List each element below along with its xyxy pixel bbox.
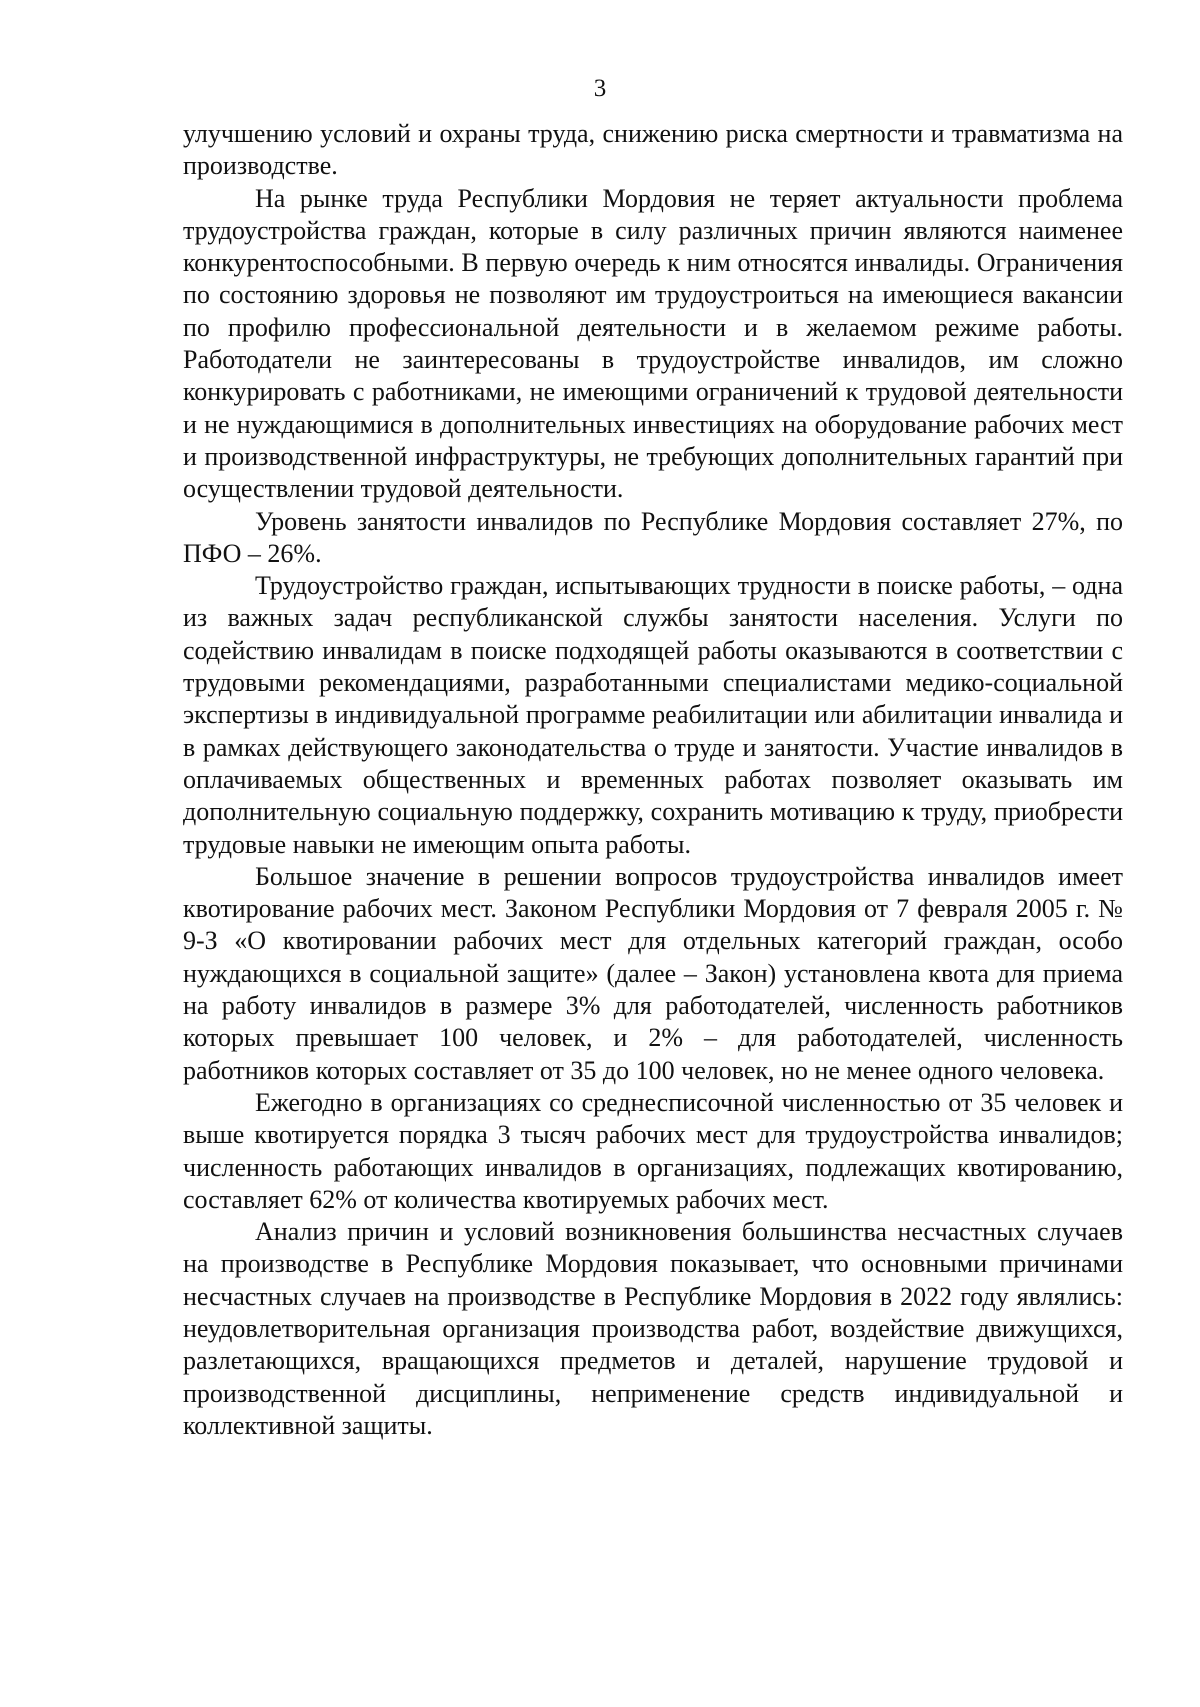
- paragraph-accident-causes: Анализ причин и условий возникновения большинства несчастных случаев на производстве в Республике Мордовия показывает, что основными причинами несчастных случаев на производстве в Республике Мордовия в 2022 году являлись: неудовлетворительная организация производства работ, воздействие движущихся, разлетающихся, вращающихся предметов и деталей, нарушение трудовой и производственной дисциплины, неприменение средств индивидуальной и коллективной защиты.: [183, 1217, 1123, 1440]
- page-number: 3: [593, 75, 607, 102]
- paragraph-labor-market: На рынке труда Республики Мордовия не теряет актуальности проблема трудоустройства граждан, которые в силу различных причин являются наименее конкурентоспособными. В первую очередь к ним относятся инвалиды. Ограничения по состоянию здоровья не позволяют им трудоустроиться на имеющиеся вакансии по профилю профессиональной деятельности и в желаемом режиме работы. Работодатели не заинтересованы в трудоустройстве инвалидов, им сложно конкурировать с работниками, не имеющими ограничений к трудовой деятельности и не нуждающимися в дополнительных инвестициях на оборудование рабочих мест и производственной инфраструктуры, не требующих дополнительных гарантий при осуществлении трудовой деятельности.: [183, 183, 1123, 504]
- paragraph-job-quotas: Большое значение в решении вопросов трудоустройства инвалидов имеет квотирование рабочих мест. Законом Республики Мордовия от 7 февраля 2005 г. № 9-З «О квотировании рабочих мест для отдельных категорий граждан, особо нуждающихся в социальной защите» (далее – Закон) установлена квота для приема на работу инвалидов в размере 3% для работодателей, численность работников которых превышает 100 человек, и 2% – для работодателей, численность работников которых составляет от 35 до 100 человек, но не менее одного человека.: [183, 861, 1123, 1085]
- paragraph-continuation: улучшению условий и охраны труда, снижению риска смертности и травматизма на производстве.: [183, 119, 1123, 181]
- paragraph-employment-level: Уровень занятости инвалидов по Республике Мордовия составляет 27%, по ПФО – 26%.: [183, 506, 1123, 568]
- document-body: [183, 118, 1123, 1442]
- paragraph-employment-service: Трудоустройство граждан, испытывающих трудности в поиске работы, – одна из важных задач республиканской службы занятости населения. Услуги по содействию инвалидам в поиске подходящей работы оказываются в соответствии с трудовыми рекомендациями, разработанными специалистами медико-социальной экспертизы в индивидуальной программе реабилитации или абилитации инвалида и в рамках действующего законодательства о труде и занятости. Участие инвалидов в оплачиваемых общественных и временных работах позволяет оказывать им дополнительную социальную поддержку, сохранить мотивацию к труду, приобрести трудовые навыки не имеющим опыта работы.: [183, 571, 1123, 859]
- paragraph-annual-quotas: Ежегодно в организациях со среднесписочной численностью от 35 человек и выше квотируется порядка 3 тысяч рабочих мест для трудоустройства инвалидов; численность работающих инвалидов в организациях, подлежащих квотированию, составляет 62% от количества квотируемых рабочих мест.: [183, 1087, 1123, 1214]
